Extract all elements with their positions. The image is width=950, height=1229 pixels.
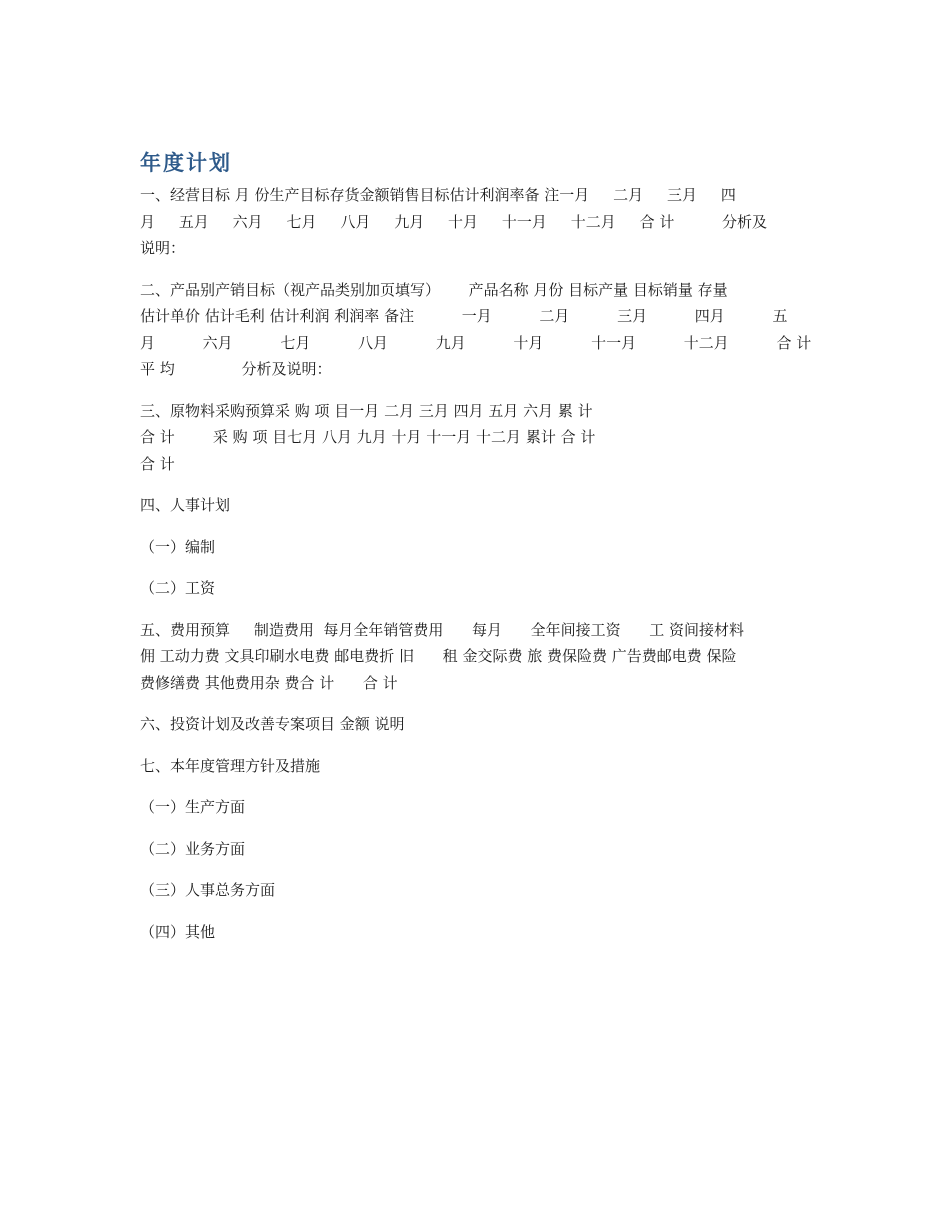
text-line: 一、经营目标 月 份生产目标存货金额销售目标估计利润率备 注一月 二月 三月 四 <box>140 186 736 204</box>
text-line: 佣 工动力费 文具印刷水电费 邮电费折 旧 租 金交际费 旅 费保险费 广告费邮电费 保险 <box>140 647 737 665</box>
text-line: 平 均 分析及说明： <box>140 360 332 378</box>
section-management-policy <box>140 753 810 780</box>
subsection-wages <box>140 575 810 602</box>
text-line: 四、人事计划 <box>140 496 231 514</box>
text-line: 合 计 <box>140 454 175 473</box>
section-investment-plan <box>140 711 810 738</box>
text-line: 三、原物料采购预算采 购 项 目一月 二月 三月 四月 五月 六月 累 计 <box>140 401 593 420</box>
text-line: （一）生产方面 <box>140 798 246 816</box>
subsection-staffing <box>140 534 810 561</box>
document-title: 年度计划 <box>140 151 232 175</box>
text-line: 估计单价 估计毛利 估计利润 利润率 备注 一月 二月 三月 四月 五 <box>140 307 788 325</box>
text-line: （二）业务方面 <box>140 839 246 858</box>
text-line: 六、投资计划及改善专案项目 金额 说明 <box>140 715 405 733</box>
text-line: （三）人事总务方面 <box>140 881 276 899</box>
text-line: 二、产品别产销目标（视产品类别加页填写） 产品名称 月份 目标产量 目标销量 存量 <box>140 280 728 299</box>
text-line: （二）工资 <box>140 579 216 597</box>
text-line: 五、费用预算 制造费用 每月全年销管费用 每月 全年间接工资 工 资间接材料 <box>140 620 744 639</box>
section-material-budget <box>140 398 810 478</box>
text-line: 七、本年度管理方针及措施 <box>140 756 321 775</box>
text-line: 合 计 采 购 项 目七月 八月 九月 十月 十一月 十二月 累计 合 计 <box>140 428 596 446</box>
section-expense-budget <box>140 617 810 697</box>
text-line: 费修缮费 其他费用杂 费合 计 合 计 <box>140 673 398 692</box>
subsection-production <box>140 794 810 821</box>
section-hr-plan <box>140 492 810 519</box>
document-body <box>140 148 810 960</box>
text-line: 说明： <box>140 239 186 257</box>
section-product-targets <box>140 277 810 383</box>
text-line: （四）其他 <box>140 922 216 941</box>
text-line: 月 五月 六月 七月 八月 九月 十月 十一月 十二月 合 计 分析及 <box>140 212 768 231</box>
subsection-other <box>140 919 810 946</box>
section-business-targets <box>140 182 810 262</box>
text-line: （一）编制 <box>140 537 216 556</box>
subsection-hr-general <box>140 877 810 904</box>
subsection-business <box>140 836 810 863</box>
text-line: 月 六月 七月 八月 九月 十月 十一月 十二月 合 计 <box>140 333 812 352</box>
